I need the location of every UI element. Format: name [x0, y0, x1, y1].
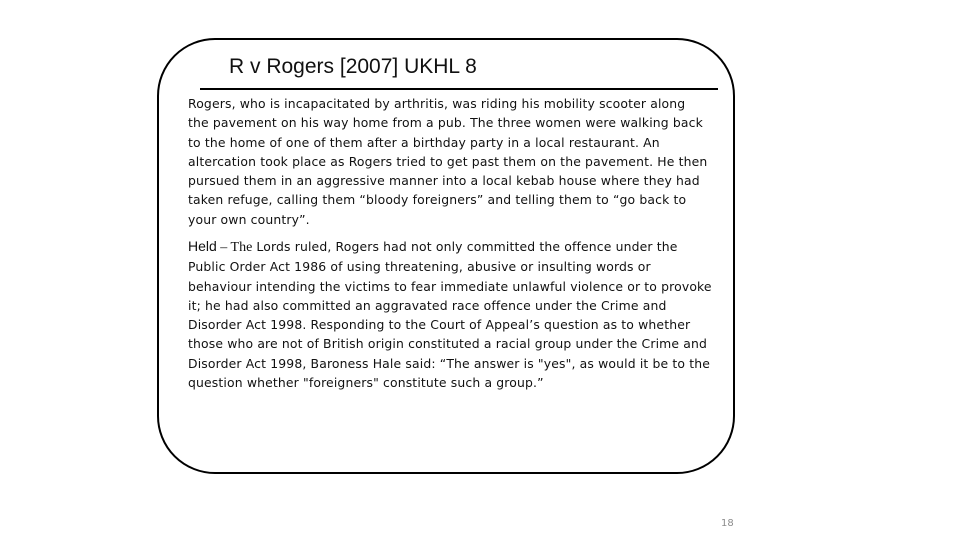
slide-title: R v Rogers [2007] UKHL 8: [229, 55, 477, 78]
held-dash: –: [216, 240, 231, 255]
page-number: 18: [721, 518, 734, 529]
held-paragraph: [188, 237, 713, 392]
held-label: Held: [188, 238, 217, 254]
title-underline: [200, 88, 718, 90]
facts-paragraph: Rogers, who is incapacitated by arthritis, was riding his mobility scooter along the pavement on his way home from a pub. The three women were walking back to the home of one of them after a birthday party in a local restaurant. An altercation took place as Rogers tried to get past them on the pavement. He then pursued them in an aggressive manner into a local kebab house where they had taken refuge, calling them “bloody foreigners” and telling them to “go back to your own country”.: [188, 96, 708, 227]
held-text: Lords ruled, Rogers had not only committed the offence under the Public Order Act 1986 of using threatening, abusive or insulting words or behaviour intending the victims to fear immediate unlawful violence or to provoke it; he had also committed an aggravated race offence under the Crime and Disorder Act 1998. Responding to the Court of Appeal’s question as to whether those who are not of British origin constituted a racial group under the Crime and Disorder Act 1998, Baroness Hale said: “The answer is "yes", as would it be to the question whether "foreigners" constitute such a group.”: [188, 239, 712, 391]
held-first-word: The: [230, 240, 253, 255]
